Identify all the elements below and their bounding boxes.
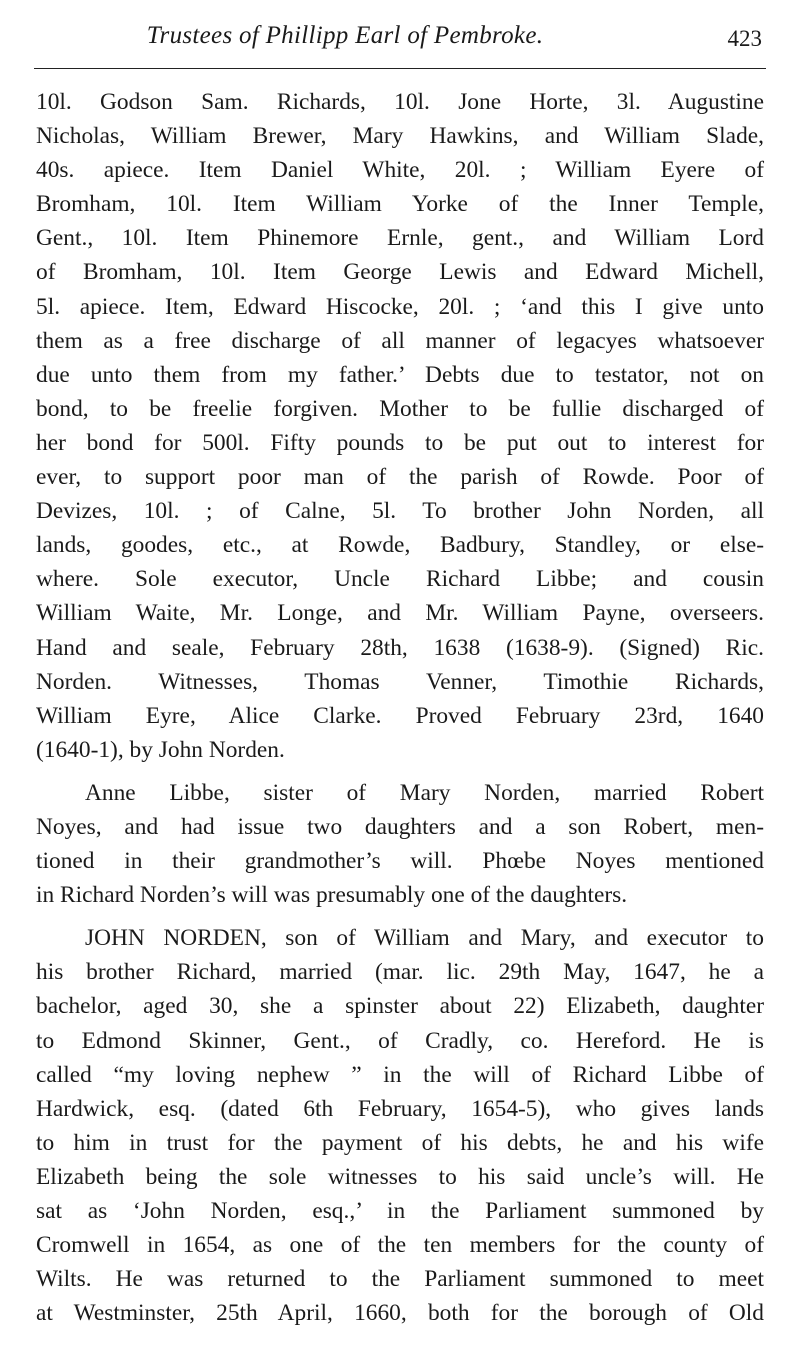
text-line: where. Sole executor, Uncle Richard Libbe; and cousin [36,566,764,593]
text-line: to him in trust for the payment of his debts, he and his wife [36,1129,764,1156]
text-line: Cromwell in 1654, as one of the ten members for the county of [36,1232,764,1259]
text-line: Bromham, 10l. Item William Yorke of the Inner Temple, [36,191,764,218]
text-line: bond, to be freelie forgiven. Mother to be fullie discharged of [36,395,764,422]
text-line: (1640-1), by John Norden. [36,736,285,763]
text-line: them as a free discharge of all manner of legacyes whatsoever [36,327,764,354]
text-line: tioned in their grandmother’s will. Phœbe Noyes mentioned [36,848,764,875]
text-line: 5l. apiece. Item, Edward Hiscocke, 20l. ; ‘and this I give unto [36,293,764,320]
text-line: 10l. Godson Sam. Richards, 10l. Jone Horte, 3l. Augustine [36,89,764,115]
page-number: 423 [727,26,762,51]
text-line: Norden. Witnesses, Thomas Venner, Timothie Richards, [36,668,764,695]
running-head [34,18,766,58]
text-line: sat as ‘John Norden, esq.,’ in the Parliament summoned by [36,1198,764,1224]
text-line: of Bromham, 10l. Item George Lewis and Edward Michell, [36,259,764,286]
text-line: Hand and seale, February 28th, 1638 (1638-9). (Signed) Ric. [36,634,764,661]
header-rule [34,68,766,69]
paragraph-gap [36,912,764,921]
text-line: Elizabeth being the sole witnesses to his said uncle’s will. He [36,1163,764,1190]
text-line: William Waite, Mr. Longe, and Mr. William Payne, overseers. [36,600,764,627]
text-line: her bond for 500l. Fifty pounds to be put out to interest for [36,429,764,456]
text-line: Gent., 10l. Item Phinemore Ernle, gent., and William Lord [36,225,764,252]
running-title: Trustees of Phillipp Earl of Pembroke. [146,22,544,49]
text-line: ever, to support poor man of the parish of Rowde. Poor of [36,464,764,491]
paragraph-2 [36,776,764,912]
text-line: Devizes, 10l. ; of Calne, 5l. To brother John Norden, all [36,498,764,525]
text-line: due unto them from my father.’ Debts due to testator, not on [36,361,764,388]
text-line: Noyes, and had issue two daughters and a son Robert, men- [36,813,764,840]
text-line: at Westminster, 25th April, 1660, both for the borough of Old [36,1300,764,1327]
text-line: Hardwick, esq. (dated 6th February, 1654-5), who gives lands [36,1095,764,1122]
paragraph-3 [36,921,764,1330]
text-line: William Eyre, Alice Clarke. Proved February 23rd, 1640 [36,702,764,729]
text-line: in Richard Norden’s will was presumably one of the daughters. [36,882,628,909]
text-line: bachelor, aged 30, she a spinster about 22) Elizabeth, daughter [36,993,764,1020]
text-line: his brother Richard, married (mar. lic. 29th May, 1647, he a [36,959,764,986]
text-line: to Edmond Skinner, Gent., of Cradly, co. Hereford. He is [36,1027,764,1054]
text-line: Nicholas, William Brewer, Mary Hawkins, and William Slade, [36,123,764,150]
paragraph-gap [36,767,764,776]
text-line: Anne Libbe, sister of Mary Norden, married Robert [85,779,764,806]
text-line: called “my loving nephew ” in the will of Richard Libbe of [36,1061,764,1088]
text-line: lands, goodes, etc., at Rowde, Badbury, Standley, or else- [36,532,764,559]
text-line: 40s. apiece. Item Daniel White, 20l. ; William Eyere of [36,157,764,184]
body-text [36,85,764,1330]
text-line: JOHN NORDEN, son of William and Mary, and executor to [85,925,764,952]
text-line: Wilts. He was returned to the Parliament summoned to meet [36,1266,764,1293]
paragraph-1 [36,85,764,767]
